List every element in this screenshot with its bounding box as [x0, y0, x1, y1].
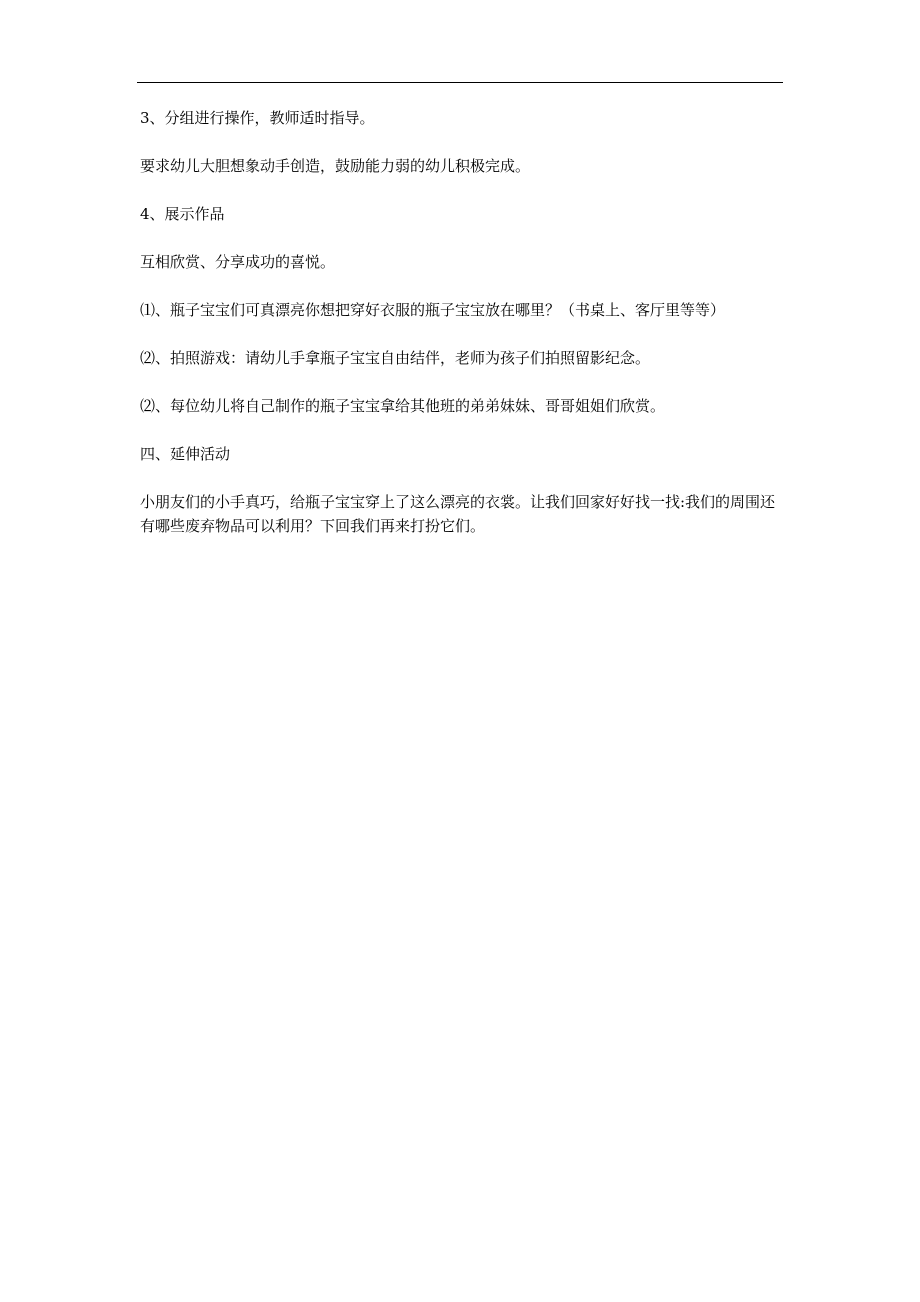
header-rule: [137, 82, 783, 83]
paragraph-step-4-detail: 互相欣赏、分享成功的喜悦。: [140, 253, 336, 271]
paragraph-extension-detail: 小朋友们的小手真巧，给瓶子宝宝穿上了这么漂亮的衣裳。让我们回家好好找一找:我们的周围还有哪些废弃物品可以利用？下回我们再来打扮它们。: [140, 493, 776, 535]
paragraph-step-3: 3、分组进行操作，教师适时指导。: [140, 109, 375, 127]
paragraph-item-3: ⑵、每位幼儿将自己制作的瓶子宝宝拿给其他班的弟弟妹妹、哥哥姐姐们欣赏。: [140, 397, 666, 415]
paragraph-step-3-detail: 要求幼儿大胆想象动手创造，鼓励能力弱的幼儿积极完成。: [140, 157, 531, 175]
section-heading-extension: 四、延伸活动: [140, 445, 231, 463]
paragraph-item-2: ⑵、拍照游戏：请幼儿手拿瓶子宝宝自由结伴，老师为孩子们拍照留影纪念。: [140, 349, 651, 367]
document-body: [140, 106, 785, 538]
paragraph-step-4: 4、展示作品: [140, 205, 225, 223]
paragraph-item-1: ⑴、瓶子宝宝们可真漂亮你想把穿好衣服的瓶子宝宝放在哪里？（书桌上、客厅里等等）: [140, 301, 726, 319]
